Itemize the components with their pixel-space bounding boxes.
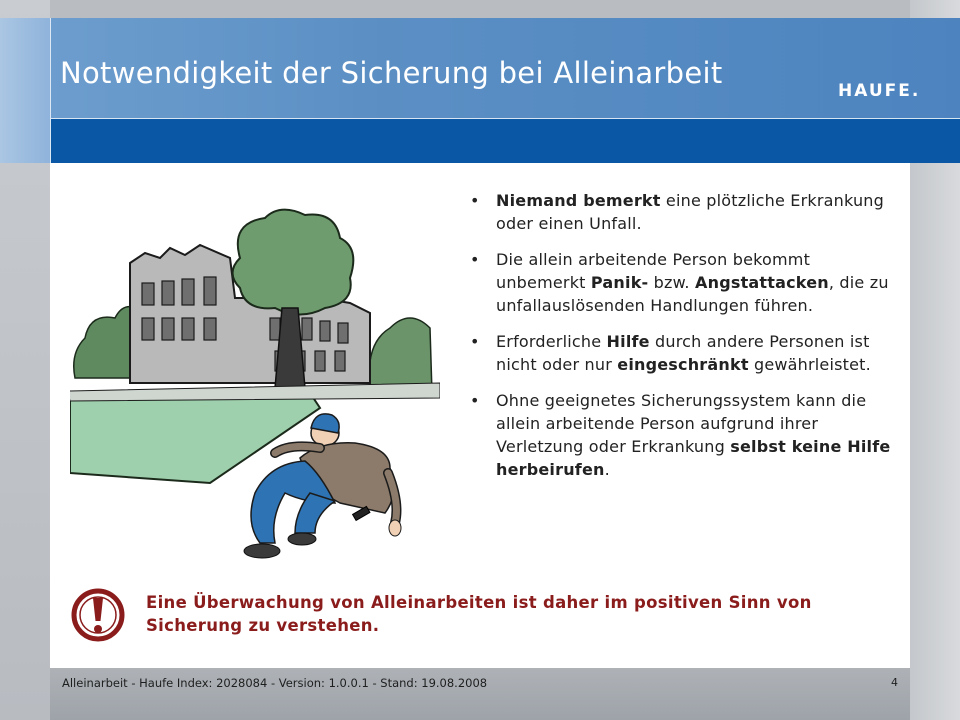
bullet-item: • Die allein arbeitende Person bekommt unbemerkt Panik- bzw. Angstattacken, die zu unfallauslösenden Handlungen führen.	[468, 248, 898, 317]
bullet-item: • Ohne geeignetes Sicherungssystem kann die allein arbeitende Person aufgrund ihrer Verletzung oder Erkrankung selbst keine Hilfe herbeirufen.	[468, 389, 898, 481]
haufe-logo	[838, 80, 942, 100]
warning-exclamation-icon	[70, 587, 126, 643]
slide-title: Notwendigkeit der Sicherung bei Alleinarbeit	[60, 56, 723, 90]
haufe-logo-text: HAUFE.	[838, 81, 921, 100]
bullet-list	[468, 189, 898, 494]
footer-text: Alleinarbeit - Haufe Index: 2028084 - Version: 1.0.0.1 - Stand: 19.08.2008	[62, 676, 488, 690]
top-margin	[50, 0, 910, 18]
page-number: 4	[891, 676, 898, 689]
slide-header	[0, 18, 960, 163]
lone-worker-illustration	[70, 203, 440, 568]
header-left-block	[0, 18, 51, 163]
bullet-item: • Niemand bemerkt eine plötzliche Erkrankung oder einen Unfall.	[468, 189, 898, 235]
slide-content	[50, 163, 910, 668]
warning-text: Eine Überwachung von Alleinarbeiten ist daher im positiven Sinn von Sicherung zu verstehen.	[146, 593, 812, 635]
warning-callout	[70, 587, 890, 647]
bullet-item: • Erforderliche Hilfe durch andere Personen ist nicht oder nur eingeschränkt gewährleistet.	[468, 330, 898, 376]
header-dark-band	[0, 119, 960, 163]
